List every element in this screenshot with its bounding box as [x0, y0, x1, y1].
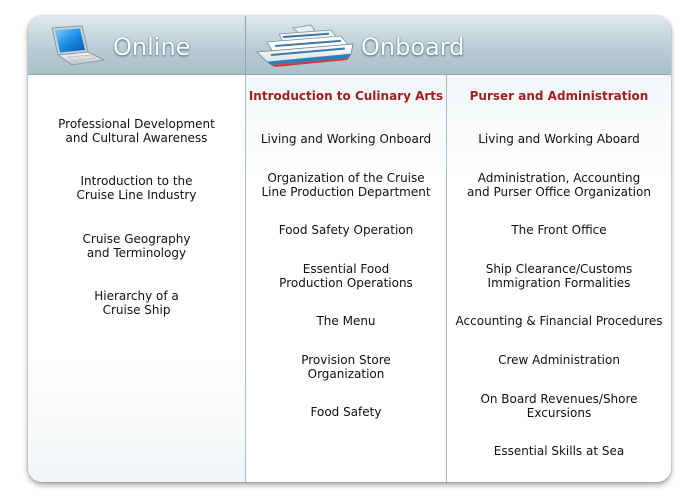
culinary-item: The Menu [316, 314, 376, 328]
culinary-item: Living and Working Onboard [260, 132, 432, 146]
curriculum-panel [28, 16, 671, 482]
culinary-item: Essential Food Production Operations [279, 262, 413, 290]
online-title: Online [113, 33, 191, 61]
purser-item: On Board Revenues/Shore Excursions [480, 392, 638, 420]
onboard-title: Onboard [361, 33, 465, 61]
culinary-item: Food Safety [310, 405, 382, 419]
purser-item: Crew Administration [498, 353, 620, 367]
purser-item: The Front Office [511, 223, 607, 237]
laptop-icon [44, 24, 108, 68]
culinary-item: Food Safety Operation [278, 223, 414, 237]
purser-item: Ship Clearance/Customs Immigration Formalities [485, 262, 633, 290]
online-column [28, 75, 245, 482]
culinary-column [246, 75, 446, 482]
purser-item: Accounting & Financial Procedures [455, 314, 663, 328]
online-item: Hierarchy of a Cruise Ship [94, 289, 179, 317]
culinary-item: Organization of the Cruise Line Production Department [261, 171, 431, 199]
purser-column [447, 75, 671, 482]
cruise-ship-icon [253, 22, 359, 70]
panel-header [28, 16, 671, 75]
purser-heading: Purser and Administration [469, 89, 649, 103]
header-divider [245, 16, 246, 74]
purser-item: Living and Working Aboard [478, 132, 640, 146]
purser-item: Administration, Accounting and Purser Office Organization [467, 171, 651, 199]
purser-item: Essential Skills at Sea [493, 444, 625, 458]
online-item: Cruise Geography and Terminology [82, 232, 191, 260]
culinary-heading: Introduction to Culinary Arts [248, 89, 444, 103]
culinary-item: Provision Store Organization [301, 353, 391, 381]
online-item: Introduction to the Cruise Line Industry [76, 174, 197, 202]
online-item: Professional Development and Cultural Awareness [58, 117, 215, 145]
